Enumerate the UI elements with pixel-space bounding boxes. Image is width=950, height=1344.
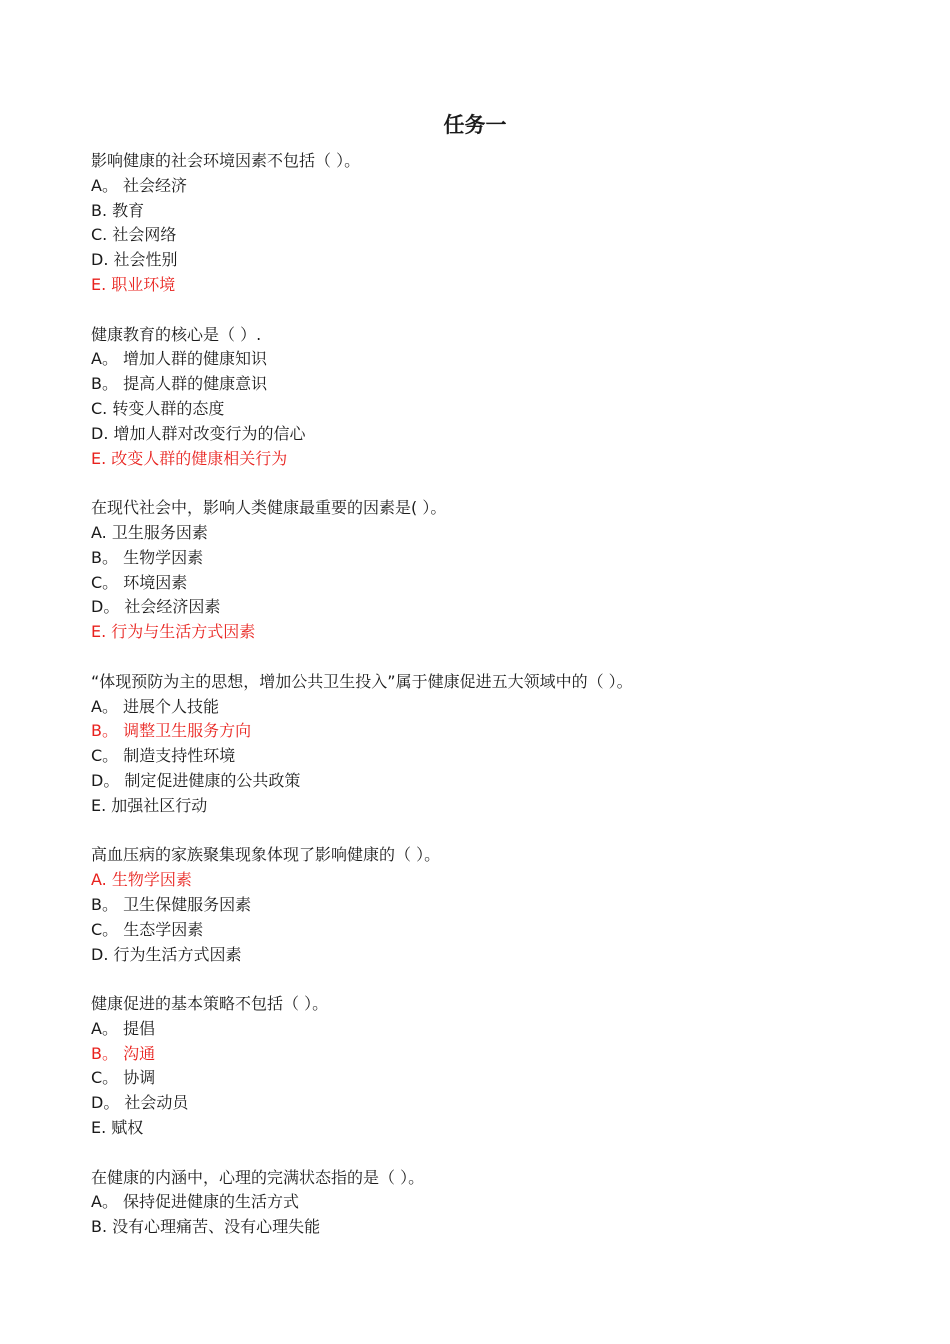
answer-option: A。 增加人群的健康知识 xyxy=(91,349,268,369)
answer-option: C。 制造支持性环境 xyxy=(91,746,236,766)
correct-answer-option: E. 改变人群的健康相关行为 xyxy=(91,448,288,468)
correct-answer-option: B。 调整卫生服务方向 xyxy=(91,721,252,741)
correct-answer-option: A. 生物学因素 xyxy=(91,870,192,890)
answer-option: C. 转变人群的态度 xyxy=(91,398,225,418)
correct-answer-option: B。 沟通 xyxy=(91,1043,156,1063)
answer-option: B。 卫生保健服务因素 xyxy=(91,894,252,914)
answer-option: B. 教育 xyxy=(91,200,145,220)
answer-option: D. 社会性别 xyxy=(91,250,178,270)
answer-option: B。 生物学因素 xyxy=(91,547,204,567)
question-stem: 在现代社会中，影响人类健康最重要的因素是( ）。 xyxy=(91,498,447,518)
question-block xyxy=(91,149,891,298)
answer-option: A。 进展个人技能 xyxy=(91,696,220,716)
answer-option: A。 社会经济 xyxy=(91,175,188,195)
question-block xyxy=(91,323,891,472)
answer-option: D. 行为生活方式因素 xyxy=(91,944,242,964)
correct-answer-option: E. 行为与生活方式因素 xyxy=(91,622,256,642)
question-block xyxy=(91,1166,891,1240)
answer-option: E. 加强社区行动 xyxy=(91,795,208,815)
answer-option: E. 赋权 xyxy=(91,1118,144,1138)
answer-option: D。 社会动员 xyxy=(91,1093,189,1113)
question-stem: 健康促进的基本策略不包括（ ）。 xyxy=(91,994,329,1014)
answer-option: B。 提高人群的健康意识 xyxy=(91,374,268,394)
question-stem: 影响健康的社会环境因素不包括（ ）。 xyxy=(91,151,361,170)
answer-option: C. 社会网络 xyxy=(91,225,177,245)
answer-option: A。 保持促进健康的生活方式 xyxy=(91,1192,300,1212)
answer-option: D. 增加人群对改变行为的信心 xyxy=(91,423,306,443)
question-block xyxy=(91,496,891,645)
answer-option: C。 协调 xyxy=(91,1068,156,1088)
question-block xyxy=(91,670,891,819)
question-stem: 健康教育的核心是（ ）. xyxy=(91,324,262,344)
answer-option: A。 提倡 xyxy=(91,1018,156,1038)
answer-option: B. 没有心理痛苦、没有心理失能 xyxy=(91,1217,321,1237)
answer-option: D。 社会经济因素 xyxy=(91,597,221,617)
question-block xyxy=(91,843,891,967)
question-block xyxy=(91,992,891,1141)
page-title: 任务一 xyxy=(443,113,507,137)
question-stem: 在健康的内涵中，心理的完满状态指的是（ ）。 xyxy=(91,1167,425,1187)
answer-option: A. 卫生服务因素 xyxy=(91,522,208,542)
question-list xyxy=(91,149,891,1265)
answer-option: D。 制定促进健康的公共政策 xyxy=(91,770,301,790)
question-stem: “体现预防为主的思想，增加公共卫生投入”属于健康促进五大领域中的（ ）。 xyxy=(91,671,633,691)
question-stem: 高血压病的家族聚集现象体现了影响健康的（ ）。 xyxy=(91,845,441,865)
correct-answer-option: E. 职业环境 xyxy=(91,274,176,294)
answer-option: C。 环境因素 xyxy=(91,572,188,592)
answer-option: C。 生态学因素 xyxy=(91,919,204,939)
